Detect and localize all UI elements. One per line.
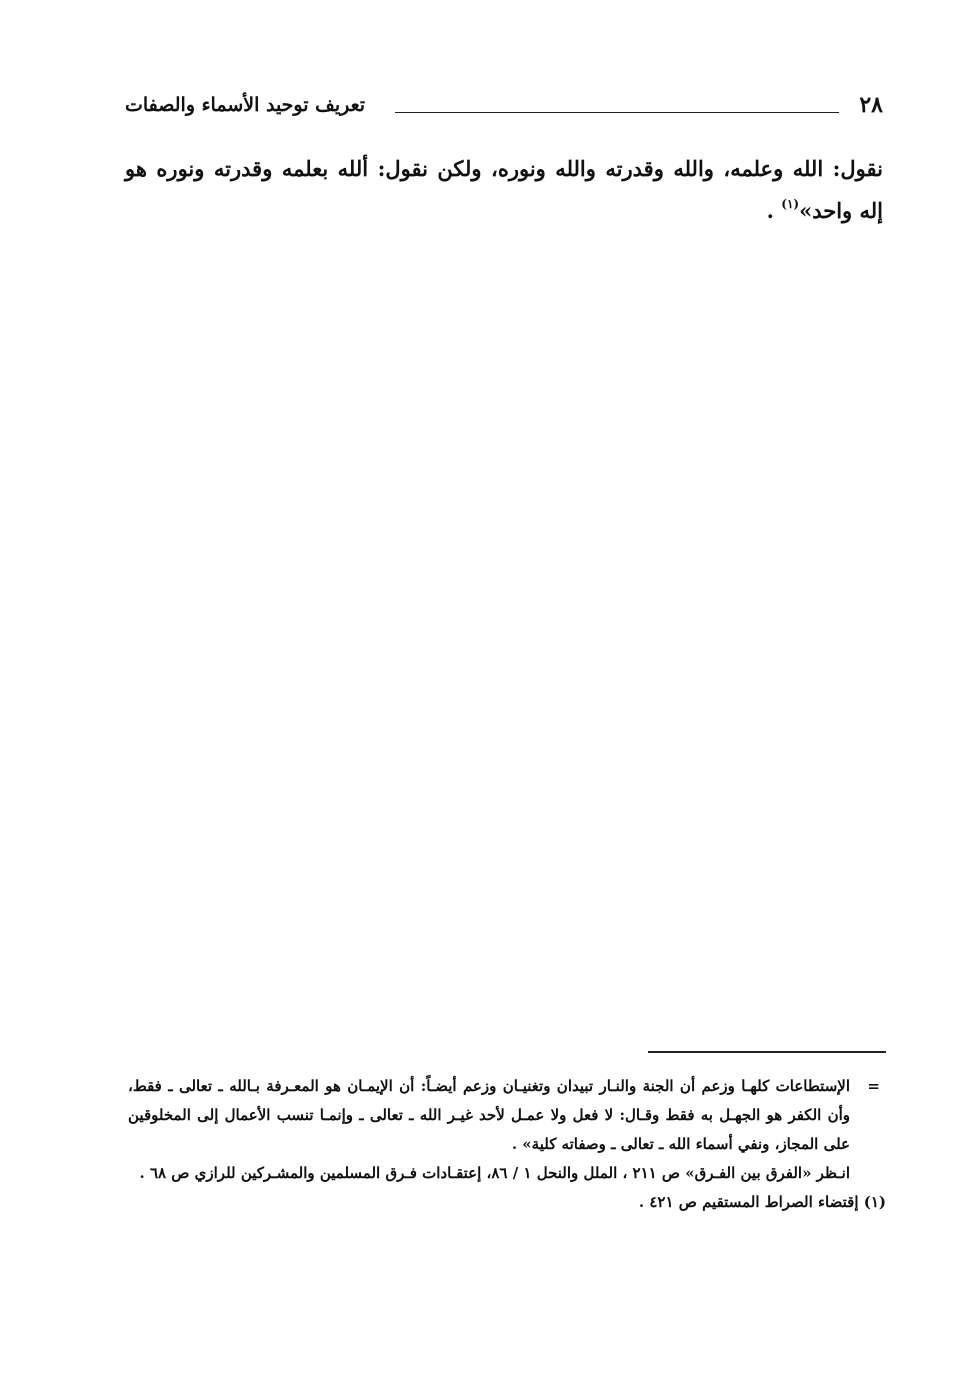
footnote-separator bbox=[648, 1051, 886, 1053]
footnote-continuation bbox=[128, 1072, 886, 1159]
body-paragraph-end: . bbox=[766, 198, 782, 223]
body-text bbox=[125, 148, 883, 232]
footnote-reference: (١) bbox=[781, 197, 800, 211]
body-paragraph-text: نقول: الله وعلمه، والله وقدرته والله ونوره، ولكن نقول: ألله بعلمه وقدرته ونوره هو إله واحد» bbox=[125, 156, 883, 223]
continuation-marker: = bbox=[867, 1077, 880, 1095]
page-number: ٢٨ bbox=[859, 92, 883, 118]
header-rule bbox=[395, 112, 839, 113]
running-title: تعريف توحيد الأسماء والصفات bbox=[125, 94, 366, 116]
body-paragraph bbox=[125, 148, 883, 232]
footnote-references: انـظر «الفرق بين الفـرق» ص ٢١١ ، الملل والنحل ١ / ٨٦، إعتقـادات فـرق المسلمين والمشـركين للرازي ص ٦٨ . bbox=[139, 1164, 850, 1182]
footnote-1: (١) إقتضاء الصراط المستقيم ص ٤٢١ . bbox=[638, 1193, 886, 1211]
footnotes bbox=[128, 1072, 886, 1217]
page-header bbox=[125, 92, 883, 128]
continuation-text: الإستطاعات كلهـا وزعم أن الجنة والنـار تبيدان وتغنيـان وزعم أيضـاً: أن الإيمـان هو المعـرفة بـالله ـ تعالى ـ فقط، وأن الكفر هو الجهـل به فقط وقـال: لا فعل ولا عمـل لأحد غيـر الله ـ تعالى ـ وإنمـا تنسب الأعمال إلى المخلوقين على المجاز، ونفي أسماء الله ـ تعالى ـ وصفاته كلية» . bbox=[128, 1077, 850, 1153]
